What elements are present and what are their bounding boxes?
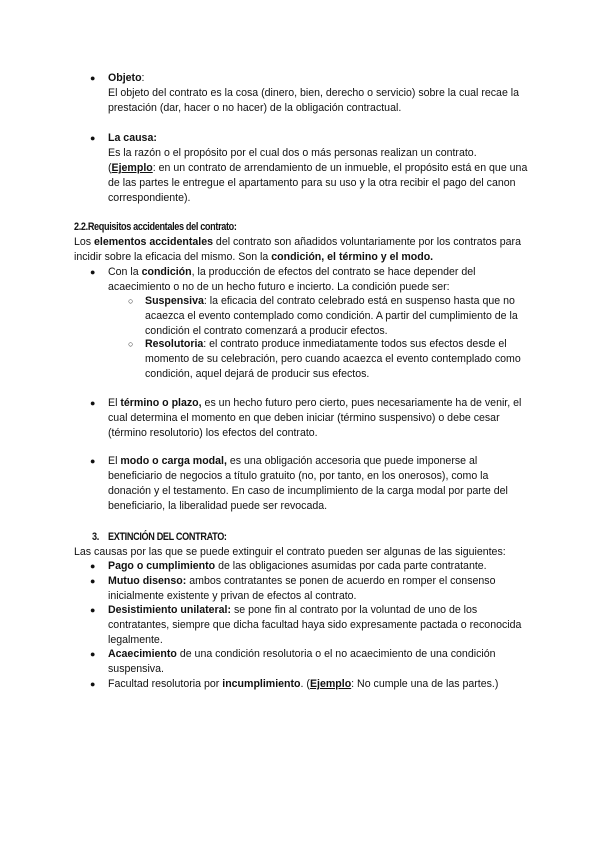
resolutoria-term: Resolutoria [145, 338, 204, 350]
resolutoria-item [145, 337, 529, 382]
section-22-heading: 2.2.Requisitos accidentales del contrato: [74, 221, 237, 233]
bullet-icon: ● [90, 133, 96, 143]
section-3-heading: EXTINCIÓN DEL CONTRATO: [108, 531, 227, 543]
modo-item [108, 454, 528, 514]
intro-bold: elementos accidentales [94, 236, 213, 248]
bullet-icon: ● [90, 561, 96, 571]
extincion-item [108, 677, 538, 692]
bullet-icon: ● [90, 267, 96, 277]
item-text: Facultad resolutoria por [108, 678, 223, 690]
extincion-item [108, 647, 528, 677]
bullet-icon: ● [90, 73, 96, 83]
causa-text: Es la razón o el propósito por el cual dos o más personas realizan un contrato. [108, 147, 477, 159]
objeto-text: El objeto del contrato es la cosa (dinero, bien, derecho o servicio) sobre la cual recae la prestación (dar, hacer o no hacer) de la obligación contractual. [108, 87, 520, 114]
ejemplo-label: Ejemplo [309, 678, 352, 690]
objeto-colon: : [141, 72, 145, 84]
extincion-item [108, 603, 528, 648]
condicion-term: condición [141, 266, 192, 278]
causa-term: La causa: [108, 132, 157, 144]
condicion-pre: Con la [108, 266, 142, 278]
item-term: incumplimiento [222, 678, 301, 690]
suspensiva-term: Suspensiva [145, 295, 204, 307]
condicion-text: , la producción de efectos del contrato se hace depender del acaecimiento o no de un hecho futuro e incierto. La condición puede ser: [108, 266, 476, 293]
bullet-icon: ● [90, 398, 96, 408]
modo-text: es una obligación accesoria que puede imponerse al beneficiario de negocios a título gratuito (no, por tanto, en los onerosos), como la donación y el testamento. En caso de incumplimiento de la carga modal por parte del beneficiario, la liberalidad puede ser revocada. [108, 455, 508, 512]
item-term: Acaecimiento [108, 648, 177, 660]
item-term: Desistimiento unilateral: [108, 604, 232, 616]
termino-term: término o plazo, [120, 397, 202, 409]
causa-item [108, 131, 528, 206]
modo-pre: El [108, 455, 121, 467]
causa-ejemplo: Ejemplo [111, 162, 153, 174]
item-text: se pone fin al contrato por la voluntad de uno de los contratantes, siempre que dicha facultad haya sido expresamente pactada o reconocida legalmente. [108, 604, 522, 646]
bullet-icon: ● [90, 456, 96, 466]
extincion-item [108, 559, 528, 574]
item-term: Mutuo disenso: [108, 575, 187, 587]
section-22-intro [74, 235, 534, 265]
item-text: : No cumple una de las partes.) [351, 678, 499, 690]
modo-term: modo o carga modal, [120, 455, 227, 467]
item-text: . ( [300, 678, 310, 690]
intro-bold-2: condición, el término y el modo. [271, 251, 434, 263]
suspensiva-item [145, 294, 529, 339]
bullet-icon: ● [90, 679, 96, 689]
hollow-bullet-icon: ○ [128, 339, 134, 349]
objeto-term: Objeto [108, 72, 142, 84]
termino-pre: El [108, 397, 121, 409]
termino-text: es un hecho futuro pero cierto, pues necesariamente ha de venir, el cual determina el momento en que deben iniciar (término suspensivo) o debe cesar (término resolutorio) los efectos del contrato. [108, 397, 522, 439]
item-text: ambos contratantes se ponen de acuerdo en romper el consenso inicialmente existente y privan de efectos al contrato. [108, 575, 496, 602]
hollow-bullet-icon: ○ [128, 296, 134, 306]
item-text: de las obligaciones asumidas por cada parte contratante. [215, 560, 487, 572]
causa-example-text: en un contrato de arrendamiento de un inmueble, el propósito está en que una de las partes le entregue el apartamento para su uso y la otra recibir el pago del canon correspondiente). [108, 162, 528, 204]
extincion-item [108, 574, 528, 604]
objeto-item [108, 71, 528, 116]
section-3-number: 3. [92, 531, 99, 543]
resolutoria-text: : el contrato produce inmediatamente todos sus efectos desde el momento de su celebración, pero cuando acaezca el evento contemplado como condición, aquel dejará de producir sus efectos. [145, 338, 521, 380]
bullet-icon: ● [90, 605, 96, 615]
bullet-icon: ● [90, 576, 96, 586]
termino-item [108, 396, 528, 441]
bullet-icon: ● [90, 649, 96, 659]
causa-paren: ( [108, 162, 112, 174]
section-3-intro: Las causas por las que se puede extinguir el contrato pueden ser algunas de las siguientes: [74, 546, 506, 558]
condicion-item [108, 265, 528, 295]
item-term: Pago o cumplimiento [108, 560, 216, 572]
suspensiva-text: : la eficacia del contrato celebrado está en suspenso hasta que no acaezca el evento contemplado como condición. A partir del cumplimiento de la condición el contrato comenzará a producir efectos. [145, 295, 518, 337]
intro-text-2: del contrato son añadidos voluntariamente por los contratos para incidir sobre la eficacia del mismo. Son la [74, 236, 521, 263]
intro-text: Los [74, 236, 95, 248]
item-text: de una condición resolutoria o el no acaecimiento de una condición suspensiva. [108, 648, 496, 675]
causa-colon: : [152, 162, 156, 174]
